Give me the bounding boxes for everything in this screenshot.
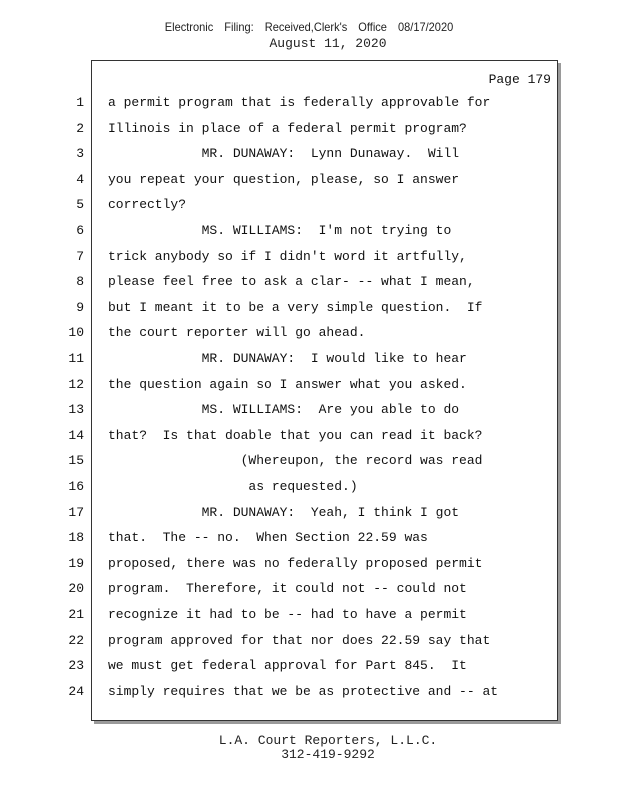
stamp-part: Electronic [164, 20, 214, 34]
line-text: MS. WILLIAMS: Are you able to do [108, 402, 460, 417]
line-number: 13 [68, 402, 84, 417]
line-text: a permit program that is federally approvable for [108, 95, 491, 110]
line-number: 22 [68, 633, 84, 648]
line-number: 5 [76, 197, 84, 212]
line-number: 19 [68, 556, 84, 571]
stamp-part: Filing: [224, 20, 254, 34]
line-text: recognize it had to be -- had to have a permit [108, 607, 467, 622]
line-text: that. The -- no. When Section 22.59 was [108, 530, 428, 545]
line-text: the question again so I answer what you asked. [108, 377, 467, 392]
line-text: correctly? [108, 197, 187, 212]
line-text: you repeat your question, please, so I answer [108, 172, 460, 187]
line-number: 17 [68, 505, 84, 520]
line-text: but I meant it to be a very simple question. If [108, 300, 483, 315]
electronic-filing-stamp [25, 20, 594, 34]
line-text: we must get federal approval for Part 845. It [108, 658, 467, 673]
line-number: 21 [68, 607, 84, 622]
line-number: 20 [68, 581, 84, 596]
page-number: Page 179 [488, 72, 551, 87]
line-number: 16 [68, 479, 84, 494]
line-text: program approved for that nor does 22.59 say that [108, 633, 491, 648]
line-text: program. Therefore, it could not -- could not [108, 581, 467, 596]
line-number: 7 [76, 249, 84, 264]
line-text: (Whereupon, the record was read [108, 453, 483, 468]
line-number: 9 [76, 300, 84, 315]
line-text: Illinois in place of a federal permit program? [108, 121, 467, 136]
line-text: please feel free to ask a clar- -- what I mean, [108, 274, 475, 289]
line-number: 8 [76, 274, 84, 289]
line-number: 3 [76, 146, 84, 161]
line-text: trick anybody so if I didn't word it artfully, [108, 249, 467, 264]
line-number: 1 [76, 95, 84, 110]
line-text: simply requires that we be as protective and -- at [108, 684, 499, 699]
stamp-part: Received,Clerk's [264, 20, 348, 34]
line-text: MR. DUNAWAY: I would like to hear [108, 351, 467, 366]
line-text: MS. WILLIAMS: I'm not trying to [108, 223, 452, 238]
line-number: 14 [68, 428, 84, 443]
line-number: 23 [68, 658, 84, 673]
line-text: proposed, there was no federally proposed permit [108, 556, 483, 571]
line-number: 2 [76, 121, 84, 136]
line-number: 6 [76, 223, 84, 238]
footer-phone: 312-419-9292 [281, 747, 375, 762]
stamp-part: 08/17/2020 [397, 20, 454, 34]
line-number: 24 [68, 684, 84, 699]
line-number: 11 [68, 351, 84, 366]
line-text: MR. DUNAWAY: Yeah, I think I got [108, 505, 460, 520]
line-text: as requested.) [108, 479, 358, 494]
line-number: 15 [68, 453, 84, 468]
line-number: 10 [68, 325, 84, 340]
stamp-part: Office [358, 20, 387, 34]
line-number: 18 [68, 530, 84, 545]
line-number: 12 [68, 377, 84, 392]
line-text: that? Is that doable that you can read it back? [108, 428, 483, 443]
line-text: the court reporter will go ahead. [108, 325, 366, 340]
line-text: MR. DUNAWAY: Lynn Dunaway. Will [108, 146, 460, 161]
transcript-date: August 11, 2020 [269, 36, 387, 51]
footer-company: L.A. Court Reporters, L.L.C. [218, 733, 438, 748]
line-number: 4 [76, 172, 84, 187]
